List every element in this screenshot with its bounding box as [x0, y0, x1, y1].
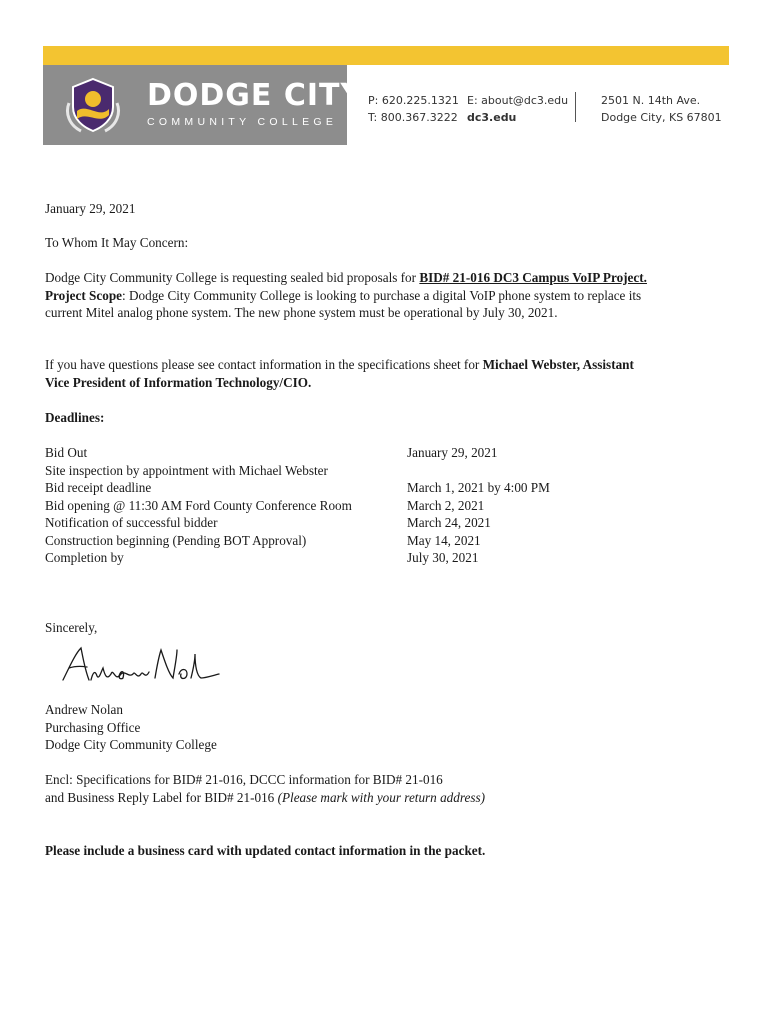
p2-text-a: If you have questions please see contact information in the specifications sheet for — [45, 357, 483, 372]
deadline-label: Bid Out — [45, 445, 88, 460]
deadline-date: March 24, 2021 — [407, 515, 491, 530]
college-name: DODGE CITY — [147, 78, 364, 113]
deadline-row — [45, 514, 550, 532]
accent-bar — [43, 46, 729, 65]
logo-block — [43, 65, 364, 145]
contact-name: Michael Webster, Assistant — [482, 357, 634, 372]
contact-title: Vice President of Information Technology/CIO. — [45, 374, 312, 390]
deadline-label: Construction beginning (Pending BOT Approval) — [45, 532, 307, 548]
footer-note: Please include a business card with updated contact information in the packet. — [45, 843, 486, 858]
deadline-row — [45, 549, 550, 567]
letter-date: January 29, 2021 — [45, 201, 136, 216]
project-scope-label: Project Scope — [45, 287, 123, 303]
deadline-label: Bid opening @ 11:30 AM Ford County Conference Room — [45, 497, 352, 513]
deadline-label: Site inspection by appointment with Michael Webster — [45, 462, 328, 478]
deadline-label: Notification of successful bidder — [45, 515, 218, 530]
p1-text-a: Dodge City Community College is requesting sealed bid proposals for — [45, 270, 420, 285]
deadline-row — [45, 444, 550, 462]
encl-line-1: Encl: Specifications for BID# 21-016, DCCC information for BID# 21-016 — [45, 772, 443, 787]
deadlines-table — [45, 444, 550, 567]
deadline-row — [45, 462, 550, 480]
p1-text-b: : Dodge City Community College is looking to purchase a digital VoIP phone system to replace its — [122, 287, 642, 303]
signer-org: Dodge City Community College — [45, 737, 217, 752]
deadline-row — [45, 479, 550, 497]
encl-line-2: and Business Reply Label for BID# 21-016 — [45, 789, 278, 805]
deadline-date: May 14, 2021 — [407, 532, 481, 548]
college-seal-icon — [61, 73, 125, 137]
phone-number: P: 620.225.1321 — [368, 94, 459, 107]
deadlines-heading: Deadlines: — [45, 410, 105, 425]
signer-office: Purchasing Office — [45, 719, 141, 735]
salutation: To Whom It May Concern: — [45, 235, 189, 250]
city-address: Dodge City, KS 67801 — [601, 111, 722, 124]
paragraph-2 — [45, 356, 735, 391]
college-subtitle: COMMUNITY COLLEGE — [147, 116, 338, 128]
deadline-date: January 29, 2021 — [407, 445, 498, 460]
signer-name: Andrew Nolan — [45, 702, 124, 717]
enclosures — [45, 771, 485, 806]
toll-free-number: T: 800.367.3222 — [368, 111, 458, 124]
paragraph-1 — [45, 269, 735, 322]
deadline-label: Completion by — [45, 550, 124, 565]
deadline-date: March 1, 2021 by 4:00 PM — [407, 480, 550, 495]
closing: Sincerely, — [45, 620, 98, 635]
contact-divider — [575, 92, 576, 122]
signature-image — [55, 640, 225, 690]
deadline-row — [45, 497, 550, 515]
website-link[interactable]: dc3.edu — [467, 111, 517, 124]
p1-text-c: current Mitel analog phone system. The new phone system must be operational by July 30, 2021. — [45, 305, 558, 320]
bid-title: BID# 21-016 DC3 Campus VoIP Project. — [419, 270, 647, 285]
deadline-date: March 2, 2021 — [407, 497, 485, 513]
deadline-date: July 30, 2021 — [407, 550, 479, 565]
deadline-row — [45, 532, 550, 550]
email-address: E: about@dc3.edu — [467, 94, 569, 107]
deadline-label: Bid receipt deadline — [45, 480, 152, 495]
street-address: 2501 N. 14th Ave. — [601, 94, 701, 107]
signer-block — [45, 701, 217, 754]
encl-note: (Please mark with your return address) — [277, 789, 486, 805]
